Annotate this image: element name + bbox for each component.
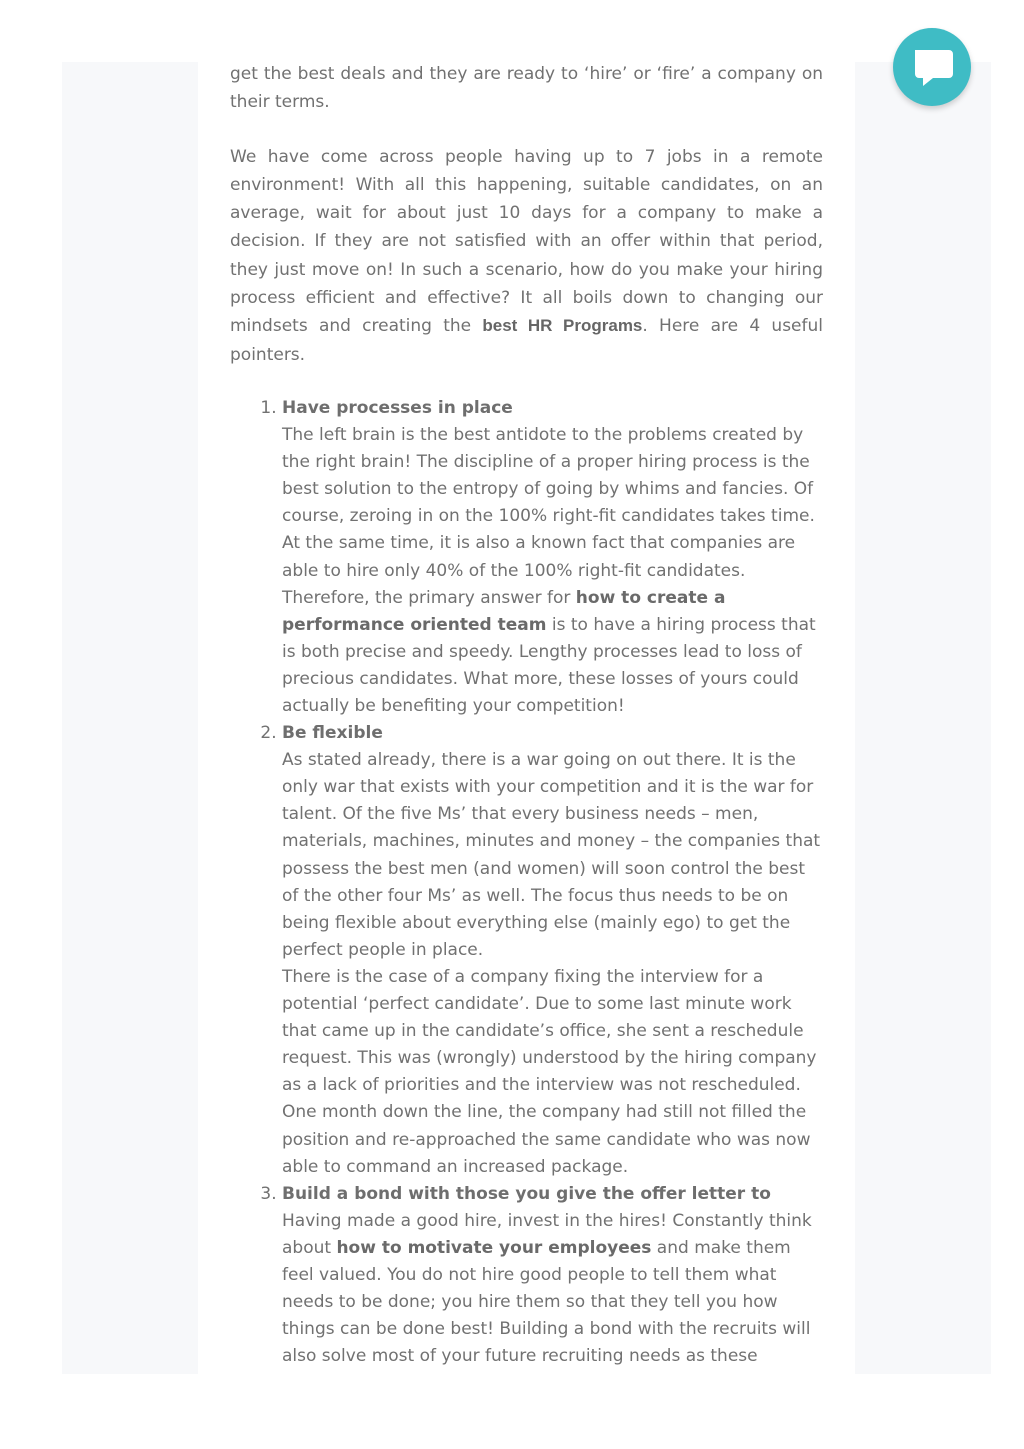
pointer-text-part: The left brain is the best antidote to the problems created by the right brain! The discipline of a proper hiring process is the best solution to the entropy of going by whims and fancies. Of course, zeroing in on the 100% right-fit candidates takes time. At the same time, it is also a known fact that companies are able to hire only 40% of the 100% right-fit candidates. Therefore, the primary answer for <box>282 425 815 608</box>
hr-programs-link[interactable]: best HR Programs <box>482 316 643 336</box>
chat-widget-button[interactable] <box>893 28 971 106</box>
chat-bubble-icon <box>911 46 953 88</box>
pointers-list <box>230 395 823 1397</box>
intro-paragraph-tail: . Here are 4 useful pointers. <box>230 316 823 365</box>
bottom-margin <box>0 1374 1024 1449</box>
intro-paragraph-text: We have come across people having up to 7 jobs in a remote environment! With all this happening, suitable candidates, on an average, wait for about just 10 days for a company to make a decision. If they are not satisfied with an offer within that period, they just move on! In such a scenario, how do you make your hiring process efficient and effective? It all boils down to changing our mindsets and creating the <box>230 146 823 337</box>
article-body <box>230 60 823 1397</box>
intro-fragment <box>230 60 823 117</box>
pointer-text <box>282 422 823 720</box>
pointer-title: 3. Build a bond with those you give the offer letter to <box>282 1183 771 1204</box>
list-item <box>282 1181 823 1398</box>
intro-paragraph <box>230 143 823 369</box>
motivate-employees-link[interactable]: how to motivate your employees <box>336 1237 652 1258</box>
intro-fragment-text: get the best deals and they are ready to ‘hire’ or ‘fire’ a company on their terms. <box>230 64 823 113</box>
pointer-title: 2. Be flexible <box>282 723 383 744</box>
list-item <box>282 395 823 720</box>
pointer-title: 1. Have processes in place <box>282 397 513 418</box>
list-item <box>282 720 823 1181</box>
performance-team-link[interactable]: how to create a performance oriented team <box>282 587 726 635</box>
pointer-text-part: and make them feel valued. You do not hire good people to tell them what needs to be done; you hire them so that they tell you how things can be done best! Building a bond with the recruits will also solve most of your future recruiting needs as these <box>282 1237 811 1367</box>
pointer-text <box>282 1208 823 1398</box>
pointer-text: There is the case of a company fixing the interview for a potential ‘perfect candidate’. Due to some last minute work that came up in the candidate’s office, she sent a reschedule request. This was (wrongly) understood by the hiring company as a lack of priorities and the interview was not rescheduled. One month down the line, the company had still not filled the position and re-approached the same candidate who was now able to command an increased package. <box>282 966 817 1177</box>
pointer-text: As stated already, there is a war going on out there. It is the only war that exists with your competition and it is the war for talent. Of the five Ms’ that every business needs – men, materials, machines, minutes and money – the companies that possess the best men (and women) will soon control the best of the other four Ms’ as well. The focus thus needs to be on being flexible about everything else (mainly ego) to get the perfect people in place. <box>282 750 821 960</box>
pointer-text-part: Having made a good hire, invest in the hires! Constantly think about <box>282 1210 812 1258</box>
pointer-text-part: is to have a hiring process that is both precise and speedy. Lengthy processes lead to loss of precious candidates. What more, these losses of yours could actually be benefiting your competition! <box>282 614 816 716</box>
top-margin <box>0 0 1024 60</box>
